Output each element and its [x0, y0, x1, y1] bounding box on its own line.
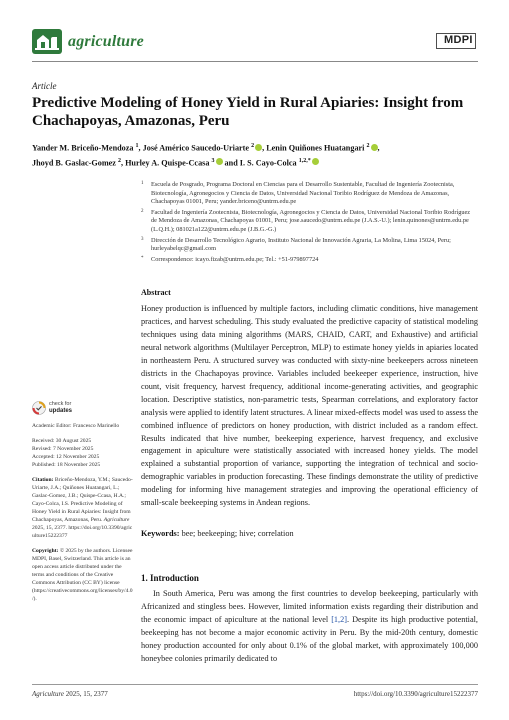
article-type: Article: [32, 81, 57, 91]
author-name[interactable]: José Américo Saucedo-Uriarte: [142, 143, 250, 153]
author-name[interactable]: I. S. Cayo-Colca: [239, 158, 297, 168]
check-updates-line1: check for: [49, 401, 72, 407]
citation-volume: 2025, 15, 2377.: [32, 525, 67, 531]
academic-editor: Academic Editor: Francesco Marinello: [32, 423, 120, 429]
keywords: [141, 529, 478, 538]
keywords-label: Keywords:: [141, 529, 180, 538]
intro-text-part: In South America, Peru was among the first countries to develop beekeeping, particularly with Africanized and stingless bees. However, limited information exists regarding their distribution and the economic impact of apiculture at the national level: [141, 589, 478, 624]
footer-doi-link[interactable]: https://doi.org/10.3390/agriculture15222377: [353, 690, 478, 698]
author-name[interactable]: Lenin Quiñones Huatangari: [266, 143, 365, 153]
affiliation-text: Escuela de Posgrado, Programa Doctoral en Ciencias para el Desarrollo Sustentable, Facultad de Ingeniería Zootecnista, Biotecnología, Agronegocios y Ciencia de Datos, Universidad Nacional Toribio Rodríguez de Mendoza de Amazonas, Chachapoyas 01001, Peru; yander.briceno@untrm.edu.pe: [151, 181, 455, 206]
author-affil-sup: 3: [211, 157, 215, 164]
footer-rule: [32, 684, 478, 685]
journal-name: agriculture: [68, 33, 144, 50]
author-name[interactable]: Hurley A. Quispe-Ccasa: [125, 158, 210, 168]
mdpi-logo: [436, 33, 476, 49]
footer-citation: [32, 690, 108, 698]
author-name[interactable]: Jhoyd B. Gaslac-Gomez: [32, 158, 116, 168]
published-date: Published: 18 November 2025: [32, 462, 101, 468]
affiliation-item: [141, 181, 476, 207]
article-info-sidebar: [32, 422, 134, 603]
affiliation-number: 3: [141, 236, 144, 242]
author-affil-sup: 1: [135, 143, 139, 149]
section-heading-introduction: 1. Introduction: [141, 573, 199, 583]
correspondence: [141, 256, 476, 265]
check-updates-icon: [32, 401, 46, 415]
affiliation-text: Facultad de Ingeniería Zootecnista, Biotecnología, Agronegocios y Ciencia de Datos, Universidad Nacional Toribio Rodríguez de Mendoza de Amazonas, Chachapoyas 01001, Peru; jose.saucedo@untrm.edu.pe (J.A.S.-U.); lenin.quinones@untrm.edu.pe (L.Q.H.); 081021a122@untrm.edu.pe (J.B.G.-G.): [151, 208, 471, 233]
author-name[interactable]: Yander M. Briceño-Mendoza: [32, 143, 134, 153]
abstract-text: Honey production is influenced by multiple factors, including climatic conditions, hive management practices, and harvest scheduling. This study evaluated the predictive capacity of statistical modeling techniques using data mining algorithms (MARS, CHAID, CART, and Exhaustive) and artificial neural network algorithms (Multilayer Perceptron, MLP) to estimate honey yields in apiaries located in northeastern Peru. A structured survey was conducted with sixty-nine beekeepers across nineteen districts in the Chachapoyas province. Variables included beekeeper experience, instruction, hive count, visit frequency, harvest frequency, additional income-generating activities, and geographic location. Descriptive statistics, non-parametric tests, Spearman correlations, and exploratory factor analysis were applied to identify latent structures. A linear mixed-effects model was used to assess the combined influence of predictors on honey production, with district included as a random effect. Results indicated that hive number, beekeeping experience, harvest frequency, and exclusive engagement in apiculture were statistically associated with increased honey yields. The model explained a substantial proportion of variance, supporting the integration of technical and socio-demographic variables in production forecasting. These findings demonstrate the utility of predictive modeling for informing hive management strategies and improving the operational efficiency of small-scale beekeeping systems in Andean regions.: [141, 304, 478, 508]
keywords-text: bee; beekeeping; hive; correlation: [181, 529, 294, 538]
author-list: Yander M. Briceño-Mendoza $^1$, José Américo Saucedo-Uriarte $^2$ , Lenin Quiñones Huatangari $^2$ , Jhoyd B. Gaslac-Gomez $^2$, Hurley A. Quispe-Ccasa $^3$ and I. S. Cayo-Colca $^{1,2,*}$: [32, 143, 380, 168]
affiliation-text: Dirección de Desarrollo Tecnológico Agrario, Instituto Nacional de Innovación Agraria, La Molina, Lima 15024, Peru; hurleyabelqc@gmail.com: [151, 236, 451, 253]
publisher-name: MDPI: [444, 34, 473, 46]
accepted-date: Accepted: 12 November 2025: [32, 454, 100, 460]
introduction-text: [141, 588, 478, 665]
correspondence-text: Correspondence: icayo.fizab@untrm.edu.pe; Tel.: +51-979897724: [151, 255, 319, 263]
citation-doi-link[interactable]: https://doi.org/10.3390/agriculture15222377: [32, 525, 133, 539]
journal-logo: [32, 29, 62, 54]
copyright-block: [32, 547, 134, 603]
affiliations: [141, 181, 476, 266]
footer-journal: Agriculture: [32, 690, 65, 698]
footer-volume: 2025, 15, 2377: [65, 690, 108, 698]
paper-title: Predictive Modeling of Honey Yield in Rural Apiaries: Insight from Chachapoyas, Amazonas, Peru: [32, 95, 464, 129]
orcid-icon[interactable]: [371, 144, 378, 151]
orcid-icon[interactable]: [216, 158, 223, 165]
check-updates-label: [49, 401, 72, 414]
citation-label: Citation:: [32, 477, 54, 483]
citation-link[interactable]: [1,2]: [331, 614, 347, 624]
copyright-label: Copyright:: [32, 548, 59, 554]
header-rule: [32, 61, 478, 62]
author-affil-sup: 1,2,*: [298, 157, 311, 164]
author-affil-sup: 2: [251, 143, 255, 149]
check-updates-line2: updates: [49, 407, 73, 414]
author-affil-sup: 2: [117, 157, 121, 164]
abstract-heading: Abstract: [141, 288, 171, 297]
affiliation-number: *: [141, 255, 144, 261]
revised-date: Revised: 7 November 2025: [32, 446, 94, 452]
citation-block: [32, 476, 134, 540]
orcid-icon[interactable]: [255, 144, 262, 151]
received-date: Received: 30 August 2025: [32, 438, 92, 444]
affiliation-item: [141, 209, 476, 235]
affiliation-item: [141, 237, 476, 254]
citation-journal: Agriculture: [103, 517, 130, 523]
intro-text-part: . Despite its high productive potential, beekeeping has not become a major economic activity in Peru. By the mid-20th century, domestic honey production accounted for only about 0.1% of the global market, with approximately 100,000 honeybee colonies primarily dedicated to: [141, 614, 478, 663]
author-affil-sup: 2: [366, 143, 370, 149]
affiliation-number: 1: [141, 181, 144, 186]
affiliation-number: 2: [141, 208, 144, 214]
orcid-icon[interactable]: [312, 158, 319, 165]
citation-text: Briceño-Mendoza, Y.M.; Saucedo-Uriarte, J.A.; Quiñones Huatangari, L.; Gaslac-Gomez, J.B.; Quispe-Ccasa, H.A.; Cayo-Colca, I.S. Predictive Modeling of Honey Yield in Rural Apiaries: Insight from Chachapoyas, Amazonas, Peru.: [32, 477, 133, 523]
check-for-updates-button[interactable]: [32, 400, 92, 418]
copyright-text: © 2025 by the authors. Licensee MDPI, Basel, Switzerland. This article is an open access article distributed under the terms and conditions of the Creative Commons Attribution (CC BY) license (https://creativecommons.org/licenses/by/4.0/).: [32, 548, 133, 602]
